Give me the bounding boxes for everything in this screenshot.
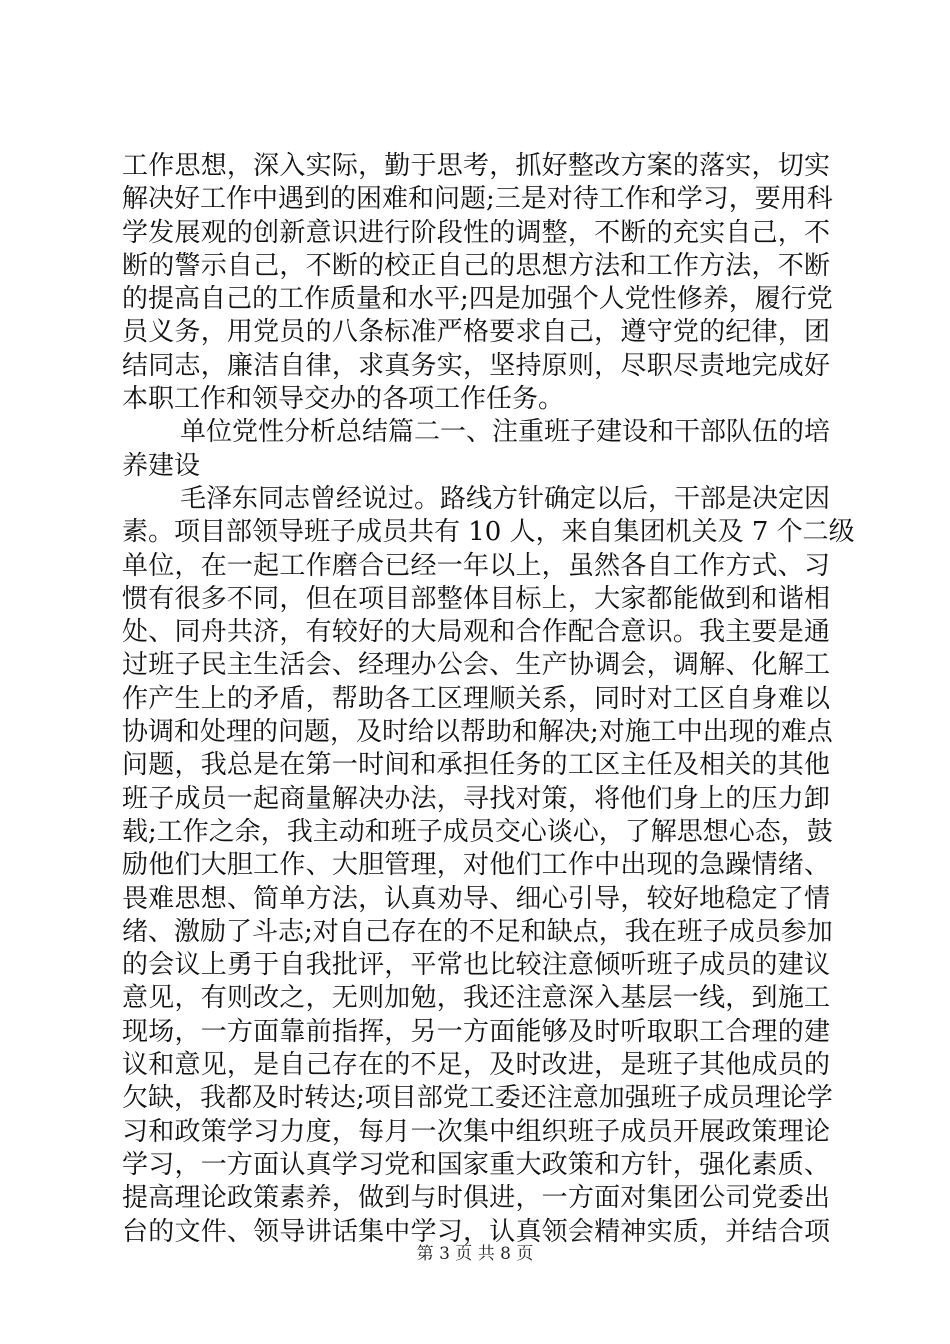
text-line: 员义务，用党员的八条标准严格要求自己，遵守党的纪律，团 [122, 317, 830, 348]
text-line: 欠缺，我都及时转达;项目部党工委还注意加强班子成员理论学 [122, 1083, 833, 1114]
document-body [122, 150, 855, 1249]
section-heading-line: 养建设 [122, 450, 201, 481]
text-line: 问题，我总是在第一时间和承担任务的工区主任及相关的其他 [122, 750, 830, 781]
text-line: 断的警示自己，不断的校正自己的思想方法和工作方法，不断 [122, 250, 830, 281]
text-line: 励他们大胆工作、大胆管理，对他们工作中出现的急躁情绪、 [122, 850, 830, 881]
text-line: 载;工作之余，我主动和班子成员交心谈心，了解思想心态，鼓 [122, 816, 833, 847]
text-line: 提高理论政策素养，做到与时俱进，一方面对集团公司党委出 [122, 1183, 830, 1214]
text-line: 的会议上勇于自我批评，平常也比较注意倾听班子成员的建议 [122, 950, 830, 981]
text-line: 协调和处理的问题，及时给以帮助和解决;对施工中出现的难点 [122, 717, 833, 748]
text-line: 现场，一方面靠前指挥，另一方面能够及时听取职工合理的建 [122, 1016, 830, 1047]
text-line: 过班子民主生活会、经理办公会、生产协调会，调解、化解工 [122, 650, 830, 681]
text-line: 解决好工作中遇到的困难和问题;三是对待工作和学习，要用科 [122, 184, 833, 215]
text-line: 惯有很多不同，但在项目部整体目标上，大家都能做到和谐相 [122, 583, 830, 614]
text-line: 意见，有则改之，无则加勉，我还注意深入基层一线，到施工 [122, 983, 830, 1014]
page-footer [0, 1242, 950, 1266]
text-line: 素。项目部领导班子成员共有 10 人，来自集团机关及 7 个二级 [122, 517, 855, 548]
text-line: 处、同舟共济，有较好的大局观和合作配合意识。我主要是通 [122, 617, 830, 648]
text-line: 议和意见，是自己存在的不足，及时改进，是班子其他成员的 [122, 1050, 830, 1081]
text-line: 绪、激励了斗志;对自己存在的不足和缺点，我在班子成员参加 [122, 916, 833, 947]
text-line: 班子成员一起商量解决办法，寻找对策，将他们身上的压力卸 [122, 783, 830, 814]
text-line: 作产生上的矛盾，帮助各工区理顺关系，同时对工区自身难以 [122, 683, 830, 714]
text-line: 本职工作和领导交办的各项工作任务。 [122, 384, 565, 415]
text-line: 台的文件、领导讲话集中学习，认真领会精神实质，并结合项 [122, 1216, 830, 1247]
section-heading-line: 单位党性分析总结篇二一、注重班子建设和干部队伍的培 [180, 417, 831, 448]
text-line: 学发展观的创新意识进行阶段性的调整，不断的充实自己，不 [122, 217, 830, 248]
page-number: 第 3 页 共 8 页 [416, 1244, 534, 1264]
text-line: 单位，在一起工作磨合已经一年以上，虽然各自工作方式、习 [122, 550, 830, 581]
text-line: 的提高自己的工作质量和水平;四是加强个人党性修养，履行党 [122, 284, 833, 315]
text-line: 工作思想，深入实际，勤于思考，抓好整改方案的落实，切实 [122, 151, 830, 181]
text-line: 学习，一方面认真学习党和国家重大政策和方针，强化素质、 [122, 1149, 830, 1180]
text-line: 结同志，廉洁自律，求真务实，坚持原则，尽职尽责地完成好 [122, 350, 830, 381]
text-line: 习和政策学习力度，每月一次集中组织班子成员开展政策理论 [122, 1116, 830, 1147]
text-line: 毛泽东同志曾经说过。路线方针确定以后，干部是决定因 [180, 483, 831, 514]
text-line: 畏难思想、简单方法，认真劝导、细心引导，较好地稳定了情 [122, 883, 830, 914]
